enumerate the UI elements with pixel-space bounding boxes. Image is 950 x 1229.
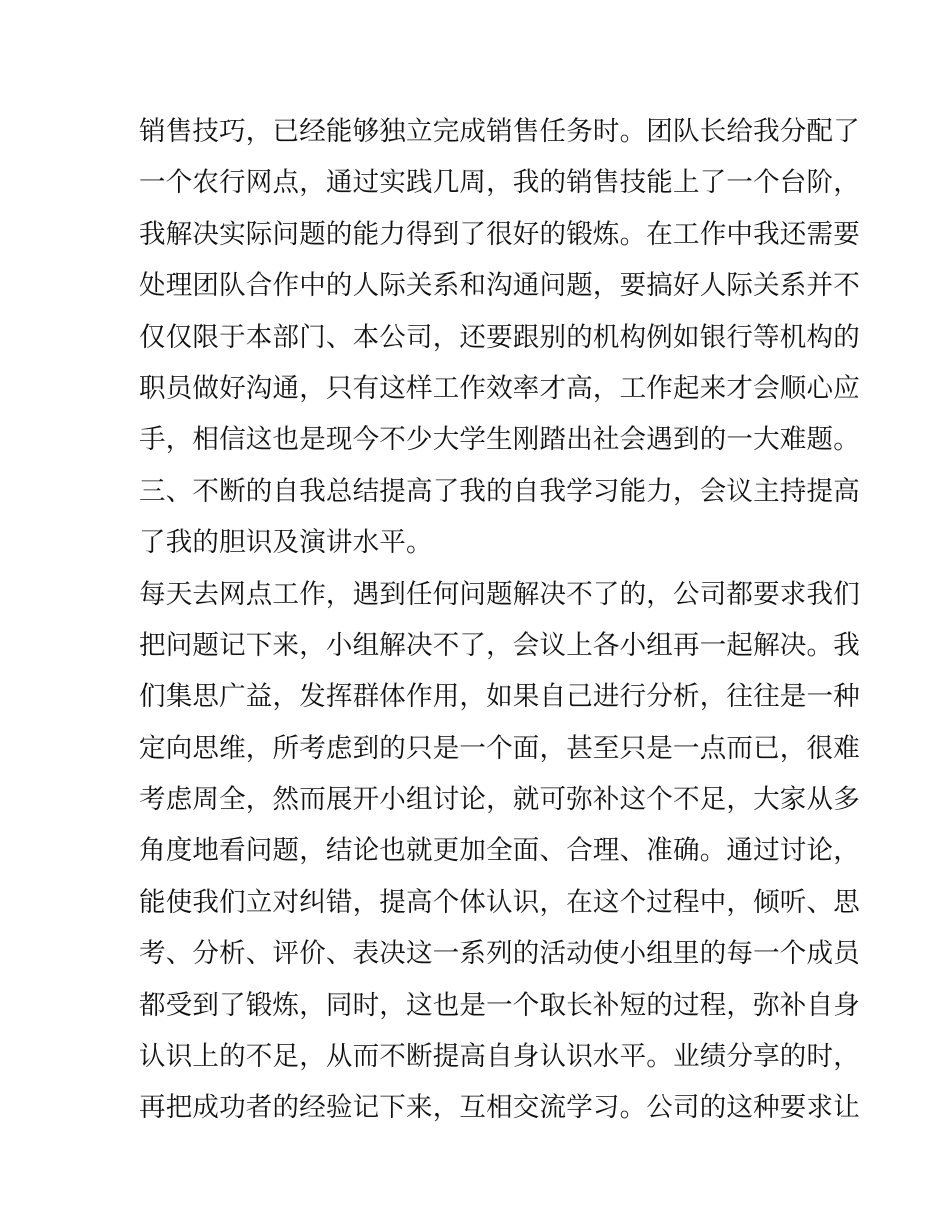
text-line: 把问题记下来，小组解决不了，会议上各小组再一起解决。我 [139, 629, 860, 661]
text-line: 仅仅限于本部门、本公司，还要跟别的机构例如银行等机构的 [139, 321, 860, 353]
text-line: 考虑周全，然而展开小组讨论，就可弥补这个不足，大家从多 [139, 784, 860, 816]
text-line: 销售技巧，已经能够独立完成销售任务时。团队长给我分配了 [139, 116, 860, 147]
text-line: 手，相信这也是现今不少大学生刚踏出社会遇到的一大难题。 [139, 424, 860, 456]
body-text [139, 106, 860, 1134]
text-line: 考、分析、评价、表决这一系列的活动使小组里的每一个成员 [139, 938, 860, 970]
text-line: 角度地看问题，结论也就更加全面、合理、准确。通过讨论， [139, 835, 860, 867]
text-line: 再把成功者的经验记下来，互相交流学习。公司的这种要求让 [139, 1092, 860, 1124]
text-line: 一个农行网点，通过实践几周，我的销售技能上了一个台阶， [139, 167, 860, 199]
text-line: 认识上的不足，从而不断提高自身认识水平。业绩分享的时， [139, 1041, 860, 1073]
text-line: 职员做好沟通，只有这样工作效率才高，工作起来才会顺心应 [139, 372, 860, 404]
section-heading-line: 三、不断的自我总结提高了我的自我学习能力，会议主持提高 [139, 475, 860, 507]
text-line: 能使我们立对纠错，提高个体认识，在这个过程中，倾听、思 [139, 886, 860, 918]
text-line: 我解决实际问题的能力得到了很好的锻炼。在工作中我还需要 [139, 218, 860, 250]
text-line: 定向思维，所考虑到的只是一个面，甚至只是一点而已，很难 [139, 732, 860, 764]
text-line: 每天去网点工作，遇到任何问题解决不了的，公司都要求我们 [139, 578, 860, 610]
text-line: 们集思广益，发挥群体作用，如果自己进行分析，往往是一种 [139, 681, 860, 713]
section-heading-line: 了我的胆识及演讲水平。 [139, 527, 433, 559]
text-line: 处理团队合作中的人际关系和沟通问题，要搞好人际关系并不 [139, 270, 860, 302]
text-line: 都受到了锻炼，同时，这也是一个取长补短的过程，弥补自身 [139, 989, 860, 1021]
